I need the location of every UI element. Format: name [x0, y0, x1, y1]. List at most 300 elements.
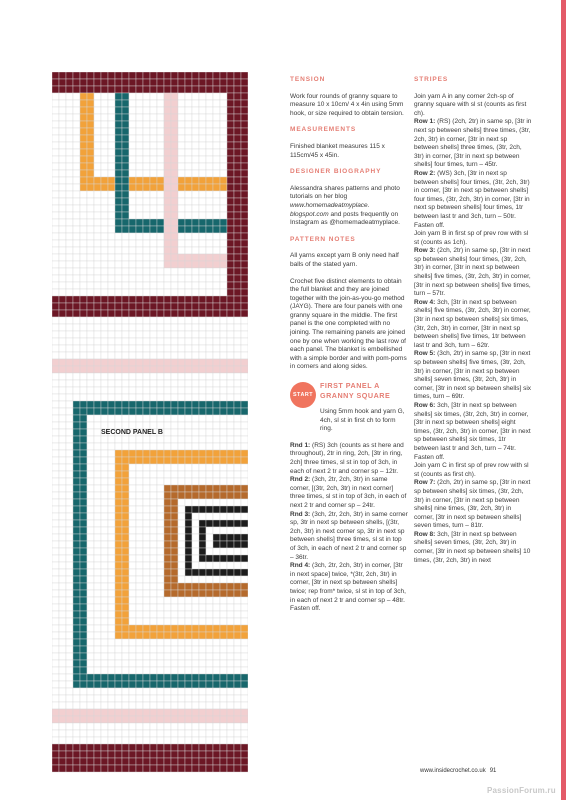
chart-cell [80, 415, 87, 422]
chart-cell [199, 695, 206, 702]
chart-cell [66, 555, 73, 562]
chart-cell [101, 534, 108, 541]
chart-cell [227, 765, 234, 772]
chart-cell [122, 457, 129, 464]
chart-cell [227, 681, 234, 688]
chart-cell [185, 723, 192, 730]
chart-cell [171, 723, 178, 730]
chart-cell [80, 723, 87, 730]
chart-cell [213, 72, 220, 79]
chart-cell [108, 93, 115, 100]
chart-cell [199, 380, 206, 387]
chart-cell [129, 695, 136, 702]
chart-cell [52, 597, 59, 604]
chart-cell [178, 450, 185, 457]
chart-cell [171, 688, 178, 695]
chart-cell [52, 359, 59, 366]
chart-cell [87, 170, 94, 177]
chart-cell [157, 72, 164, 79]
chart-cell [192, 429, 199, 436]
chart-cell [157, 457, 164, 464]
chart-cell [220, 380, 227, 387]
chart-cell [115, 345, 122, 352]
chart-cell [73, 695, 80, 702]
chart-cell [136, 681, 143, 688]
chart-cell [192, 107, 199, 114]
chart-cell [143, 191, 150, 198]
chart-cell [150, 408, 157, 415]
chart-cell [234, 562, 241, 569]
blog-link[interactable]: www.homemadeatmyplace. blogspot.com [290, 201, 370, 218]
chart-cell [164, 730, 171, 737]
chart-cell [192, 345, 199, 352]
chart-cell [227, 219, 234, 226]
chart-cell [213, 163, 220, 170]
chart-cell [52, 387, 59, 394]
chart-cell [241, 170, 248, 177]
chart-cell [157, 674, 164, 681]
chart-cell [241, 289, 248, 296]
chart-cell [234, 625, 241, 632]
chart-cell [241, 506, 248, 513]
chart-cell [94, 212, 101, 219]
chart-cell [192, 751, 199, 758]
chart-cell [136, 450, 143, 457]
chart-cell [80, 583, 87, 590]
chart-cell [73, 205, 80, 212]
chart-cell [178, 261, 185, 268]
chart-cell [66, 716, 73, 723]
chart-cell [178, 478, 185, 485]
chart-cell [164, 429, 171, 436]
chart-cell [150, 338, 157, 345]
chart-cell [59, 212, 66, 219]
chart-cell [213, 450, 220, 457]
chart-cell [73, 114, 80, 121]
chart-cell [213, 359, 220, 366]
chart-cell [143, 457, 150, 464]
chart-cell [59, 100, 66, 107]
chart-cell [234, 352, 241, 359]
chart-cell [80, 674, 87, 681]
chart-cell [178, 198, 185, 205]
chart-cell [122, 261, 129, 268]
chart-cell [136, 219, 143, 226]
chart-cell [213, 534, 220, 541]
chart-cell [59, 562, 66, 569]
chart-cell [227, 338, 234, 345]
chart-cell [150, 527, 157, 534]
chart-cell [178, 296, 185, 303]
chart-cell [80, 590, 87, 597]
chart-cell [178, 639, 185, 646]
chart-cell [143, 233, 150, 240]
chart-cell [171, 709, 178, 716]
chart-cell [66, 429, 73, 436]
chart-cell [108, 625, 115, 632]
chart-cell [227, 618, 234, 625]
chart-cell [73, 555, 80, 562]
chart-cell [115, 254, 122, 261]
chart-cell [220, 751, 227, 758]
chart-cell [87, 702, 94, 709]
chart-cell [143, 513, 150, 520]
chart-cell [94, 114, 101, 121]
chart-cell [178, 121, 185, 128]
chart-cell [108, 422, 115, 429]
chart-cell [213, 142, 220, 149]
chart-cell [115, 513, 122, 520]
chart-cell [80, 86, 87, 93]
chart-cell [213, 296, 220, 303]
chart-cell [178, 79, 185, 86]
chart-cell [241, 345, 248, 352]
row-instruction-text: (3ch, 2tr) in same sp, [3tr in next sp between shells] five times, (3tr, 2ch, 3tr) in corner, [3tr in next sp between shells] seven times, (3tr, 2ch, 3tr) in corner, [3tr in next sp between shells] six times, turn – 69tr. [414, 350, 532, 401]
chart-cell [52, 338, 59, 345]
chart-cell [101, 86, 108, 93]
chart-cell [157, 632, 164, 639]
chart-cell [234, 310, 241, 317]
chart-cell [129, 450, 136, 457]
chart-cell [164, 625, 171, 632]
chart-cell [52, 604, 59, 611]
chart-cell [101, 485, 108, 492]
chart-cell [80, 751, 87, 758]
chart-cell [73, 506, 80, 513]
chart-cell [192, 72, 199, 79]
chart-cell [115, 758, 122, 765]
chart-cell [234, 716, 241, 723]
chart-cell [213, 114, 220, 121]
chart-cell [52, 737, 59, 744]
round-instructions [290, 442, 408, 614]
chart-cell [234, 765, 241, 772]
chart-cell [80, 653, 87, 660]
chart-cell [234, 492, 241, 499]
chart-cell [171, 303, 178, 310]
chart-cell [143, 373, 150, 380]
chart-cell [87, 520, 94, 527]
chart-cell [101, 688, 108, 695]
chart-cell [136, 226, 143, 233]
chart-cell [234, 758, 241, 765]
chart-cell [185, 156, 192, 163]
chart-cell [66, 730, 73, 737]
chart-cell [220, 688, 227, 695]
chart-cell [241, 583, 248, 590]
chart-cell [171, 121, 178, 128]
row-instruction-label: Row 8: [414, 530, 438, 538]
chart-cell [241, 660, 248, 667]
chart-cell [213, 401, 220, 408]
chart-cell [122, 415, 129, 422]
chart-cell [59, 674, 66, 681]
chart-cell [185, 408, 192, 415]
chart-cell [150, 233, 157, 240]
chart-cell [213, 310, 220, 317]
chart-cell [192, 541, 199, 548]
chart-cell [206, 303, 213, 310]
chart-cell [192, 387, 199, 394]
chart-cell [164, 555, 171, 562]
chart-cell [73, 289, 80, 296]
chart-cell [66, 590, 73, 597]
chart-cell [143, 471, 150, 478]
chart-cell [52, 107, 59, 114]
chart-cell [164, 387, 171, 394]
chart-cell [220, 226, 227, 233]
chart-cell [108, 737, 115, 744]
chart-cell [122, 695, 129, 702]
chart-cell [185, 394, 192, 401]
chart-cell [178, 415, 185, 422]
chart-cell [80, 534, 87, 541]
chart-cell [199, 114, 206, 121]
chart-cell [150, 324, 157, 331]
chart-cell [178, 485, 185, 492]
chart-cell [122, 485, 129, 492]
row-instruction-6 [414, 402, 532, 462]
chart-cell [220, 632, 227, 639]
chart-cell [129, 226, 136, 233]
chart-cell [136, 310, 143, 317]
chart-cell [94, 695, 101, 702]
chart-cell [241, 247, 248, 254]
chart-cell [213, 688, 220, 695]
chart-cell [185, 618, 192, 625]
chart-cell [80, 408, 87, 415]
chart-cell [129, 79, 136, 86]
chart-cell [234, 471, 241, 478]
chart-cell [108, 317, 115, 324]
chart-cell [199, 191, 206, 198]
chart-cell [52, 702, 59, 709]
chart-cell [143, 114, 150, 121]
chart-cell [129, 261, 136, 268]
chart-cell [150, 471, 157, 478]
chart-cell [129, 527, 136, 534]
chart-cell [157, 107, 164, 114]
chart-cell [213, 520, 220, 527]
chart-cell [94, 345, 101, 352]
chart-cell [101, 380, 108, 387]
chart-cell [185, 702, 192, 709]
pattern-notes-heading: PATTERN NOTES [290, 235, 356, 243]
chart-cell [157, 226, 164, 233]
chart-cell [206, 114, 213, 121]
chart-cell [52, 240, 59, 247]
chart-cell [136, 177, 143, 184]
chart-cell [227, 562, 234, 569]
chart-cell [220, 716, 227, 723]
chart-cell [234, 156, 241, 163]
chart-cell [150, 156, 157, 163]
chart-cell [129, 191, 136, 198]
chart-cell [66, 282, 73, 289]
chart-cell [234, 618, 241, 625]
chart-cell [220, 471, 227, 478]
chart-cell [101, 506, 108, 513]
chart-cell [234, 184, 241, 191]
chart-cell [115, 422, 122, 429]
chart-cell [150, 177, 157, 184]
chart-cell [73, 86, 80, 93]
chart-cell [192, 422, 199, 429]
chart-cell [164, 359, 171, 366]
chart-cell [129, 646, 136, 653]
chart-cell [129, 471, 136, 478]
chart-cell [101, 744, 108, 751]
chart-cell [115, 478, 122, 485]
chart-cell [178, 254, 185, 261]
chart-cell [178, 492, 185, 499]
chart-cell [220, 114, 227, 121]
chart-cell [150, 100, 157, 107]
chart-cell [227, 527, 234, 534]
chart-cell [122, 730, 129, 737]
chart-cell [143, 625, 150, 632]
chart-cell [59, 667, 66, 674]
chart-cell [87, 478, 94, 485]
chart-cell [227, 541, 234, 548]
chart-cell [59, 471, 66, 478]
chart-cell [171, 485, 178, 492]
chart-cell [52, 520, 59, 527]
chart-cell [164, 107, 171, 114]
chart-cell [185, 492, 192, 499]
chart-cell [206, 611, 213, 618]
chart-cell [87, 471, 94, 478]
chart-cell [213, 569, 220, 576]
chart-cell [80, 492, 87, 499]
chart-cell [87, 611, 94, 618]
chart-cell [122, 345, 129, 352]
chart-cell [66, 597, 73, 604]
chart-cell [192, 205, 199, 212]
chart-cell [59, 149, 66, 156]
chart-cell [94, 359, 101, 366]
chart-cell [52, 541, 59, 548]
chart-cell [129, 415, 136, 422]
chart-cell [185, 310, 192, 317]
chart-cell [164, 191, 171, 198]
chart-cell [66, 373, 73, 380]
chart-cell [115, 240, 122, 247]
chart-cell [87, 394, 94, 401]
chart-cell [80, 338, 87, 345]
chart-cell [206, 268, 213, 275]
chart-cell [115, 520, 122, 527]
chart-cell [101, 751, 108, 758]
chart-cell [101, 226, 108, 233]
chart-cell [136, 436, 143, 443]
chart-cell [220, 730, 227, 737]
chart-cell [234, 457, 241, 464]
chart-cell [157, 485, 164, 492]
chart-cell [178, 212, 185, 219]
chart-cell [94, 667, 101, 674]
chart-cell [66, 611, 73, 618]
chart-cell [164, 590, 171, 597]
biography-text [290, 185, 408, 228]
chart-cell [220, 198, 227, 205]
chart-cell [143, 737, 150, 744]
chart-cell [115, 303, 122, 310]
chart-cell [220, 205, 227, 212]
chart-cell [178, 422, 185, 429]
chart-cell [80, 422, 87, 429]
chart-cell [73, 667, 80, 674]
chart-cell [129, 534, 136, 541]
chart-cell [108, 338, 115, 345]
chart-cell [199, 163, 206, 170]
chart-cell [115, 730, 122, 737]
chart-cell [101, 324, 108, 331]
chart-cell [80, 317, 87, 324]
footer-site[interactable]: www.insidecrochet.co.uk [420, 768, 486, 774]
chart-cell [157, 408, 164, 415]
chart-cell [115, 639, 122, 646]
chart-cell [206, 492, 213, 499]
chart-cell [143, 702, 150, 709]
row-instruction-label: Row 4: [414, 298, 438, 306]
chart-cell [136, 723, 143, 730]
chart-cell [213, 527, 220, 534]
chart-cell [52, 352, 59, 359]
chart-cell [101, 646, 108, 653]
chart-cell [164, 415, 171, 422]
chart-cell [129, 338, 136, 345]
chart-cell [122, 737, 129, 744]
chart-cell [206, 576, 213, 583]
chart-cell [101, 394, 108, 401]
chart-cell [87, 107, 94, 114]
chart-cell [52, 492, 59, 499]
chart-cell [241, 632, 248, 639]
chart-cell [185, 681, 192, 688]
chart-cell [185, 107, 192, 114]
chart-cell [129, 156, 136, 163]
chart-cell [101, 450, 108, 457]
chart-cell [171, 513, 178, 520]
chart-cell [199, 471, 206, 478]
chart-cell [108, 275, 115, 282]
chart-cell [213, 79, 220, 86]
chart-cell [101, 492, 108, 499]
chart-cell [66, 436, 73, 443]
chart-cell [157, 618, 164, 625]
chart-cell [115, 310, 122, 317]
chart-cell [206, 128, 213, 135]
chart-cell [213, 730, 220, 737]
chart-cell [241, 513, 248, 520]
chart-cell [101, 100, 108, 107]
chart-cell [227, 324, 234, 331]
chart-cell [199, 555, 206, 562]
chart-cell [178, 86, 185, 93]
chart-cell [192, 534, 199, 541]
chart-cell [178, 93, 185, 100]
watermark: PassionForum.ru [487, 786, 556, 795]
chart-cell [157, 233, 164, 240]
chart-cell [150, 331, 157, 338]
chart-cell [164, 499, 171, 506]
chart-cell [164, 177, 171, 184]
chart-cell [136, 478, 143, 485]
round-instruction-text: (3ch, 2tr, 2ch, 3tr) in same corner, [(3tr, 2ch, 3tr) in next corner] three times, sl st in top of 3ch, in each of next 2 tr and corner sp – 24tr. [290, 476, 407, 509]
chart-cell [227, 275, 234, 282]
chart-cell [87, 527, 94, 534]
